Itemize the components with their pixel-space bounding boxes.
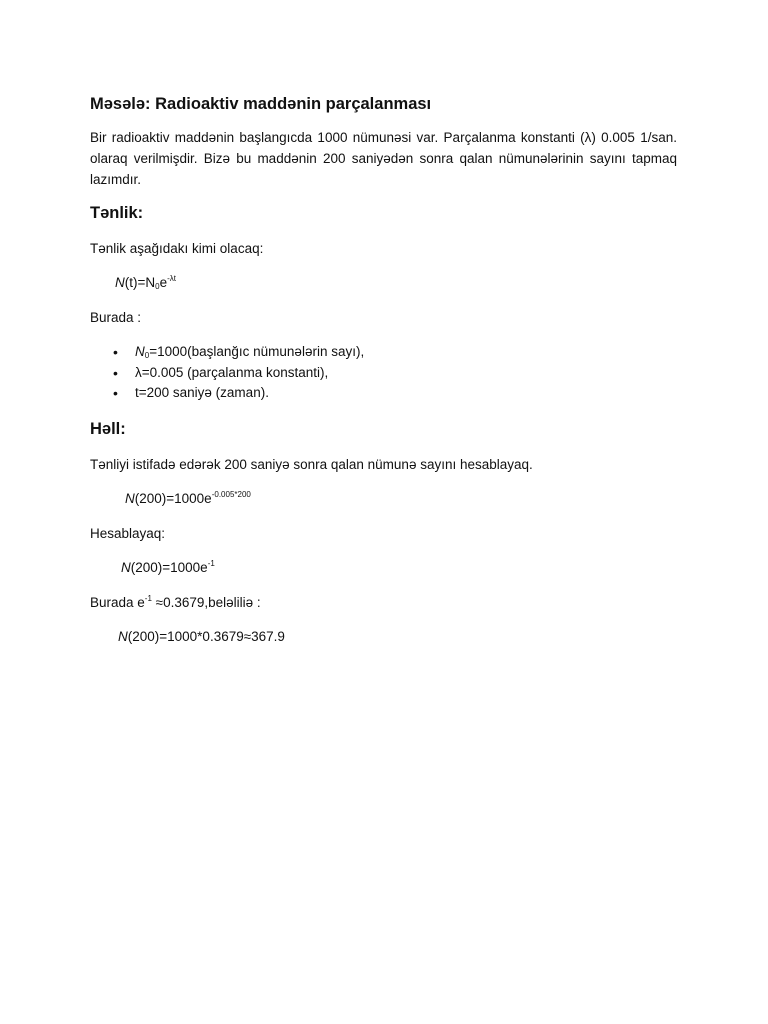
bullet-icon: • bbox=[113, 344, 118, 360]
var-symbol: N bbox=[135, 344, 145, 359]
formula-base: e bbox=[159, 275, 168, 290]
solution-heading: Həll: bbox=[90, 419, 126, 438]
equation-heading: Tənlik: bbox=[90, 204, 144, 222]
calc-label: Hesablayaq: bbox=[90, 525, 166, 541]
solution-intro: Tənliyi istifadə edərək 200 saniyə sonra qalan nümunə sayını hesablayaq. bbox=[90, 456, 533, 472]
list-item bbox=[113, 363, 677, 384]
equation-intro: Tənlik aşağıdakı kimi olacaq: bbox=[90, 241, 264, 256]
var-text: t=200 saniyə (zaman). bbox=[135, 385, 269, 400]
where-label: Burada : bbox=[90, 310, 142, 325]
formula-arg: (t)=N bbox=[124, 275, 156, 290]
formula-exp: -1 bbox=[207, 558, 215, 568]
solution-formula-3 bbox=[118, 627, 677, 647]
bullet-icon: • bbox=[113, 385, 118, 401]
formula-n: N bbox=[121, 559, 131, 575]
solution-formula-2 bbox=[121, 558, 677, 578]
formula-rest: (200)=1000e bbox=[134, 490, 212, 506]
list-item bbox=[113, 342, 677, 363]
formula-rest: (200)=1000e bbox=[130, 559, 208, 575]
formula-exp: -0.005*200 bbox=[211, 489, 251, 499]
formula-sub: 0 bbox=[155, 282, 160, 291]
note-exp: -1 bbox=[144, 593, 152, 603]
problem-title: Məsələ: Radioaktiv maddənin parçalanması bbox=[90, 95, 432, 113]
note-after: ≈0.3679,beləliliə : bbox=[151, 594, 261, 610]
document-content bbox=[90, 93, 677, 661]
var-sub: 0 bbox=[144, 351, 150, 360]
solution-formula-1 bbox=[125, 489, 677, 509]
approx-note bbox=[90, 592, 677, 613]
decay-formula bbox=[115, 273, 677, 293]
var-text: λ=0.005 (parçalanma konstanti), bbox=[135, 364, 329, 380]
formula-n: N bbox=[115, 275, 125, 290]
problem-text: Bir radioaktiv maddənin başlangıcda 1000 nümunəsi var. Parçalanma konstanti (λ) 0.005 1/san. olaraq verilmişdir. Bizə bu maddənin 200 saniyədən sonra qalan nümunələrinin sayını tapmaq lazımdır. bbox=[90, 130, 677, 187]
formula-n: N bbox=[118, 628, 128, 644]
bullet-icon: • bbox=[113, 364, 118, 381]
formula-rest: (200)=1000*0.3679≈367.9 bbox=[127, 628, 285, 644]
list-item bbox=[113, 383, 677, 404]
variable-list bbox=[90, 342, 677, 404]
note-before: Burada e bbox=[90, 594, 145, 610]
formula-exp: -λt bbox=[167, 274, 176, 283]
formula-n: N bbox=[125, 490, 135, 506]
var-text: =1000(başlanğıc nümunələrin sayı), bbox=[149, 344, 365, 359]
